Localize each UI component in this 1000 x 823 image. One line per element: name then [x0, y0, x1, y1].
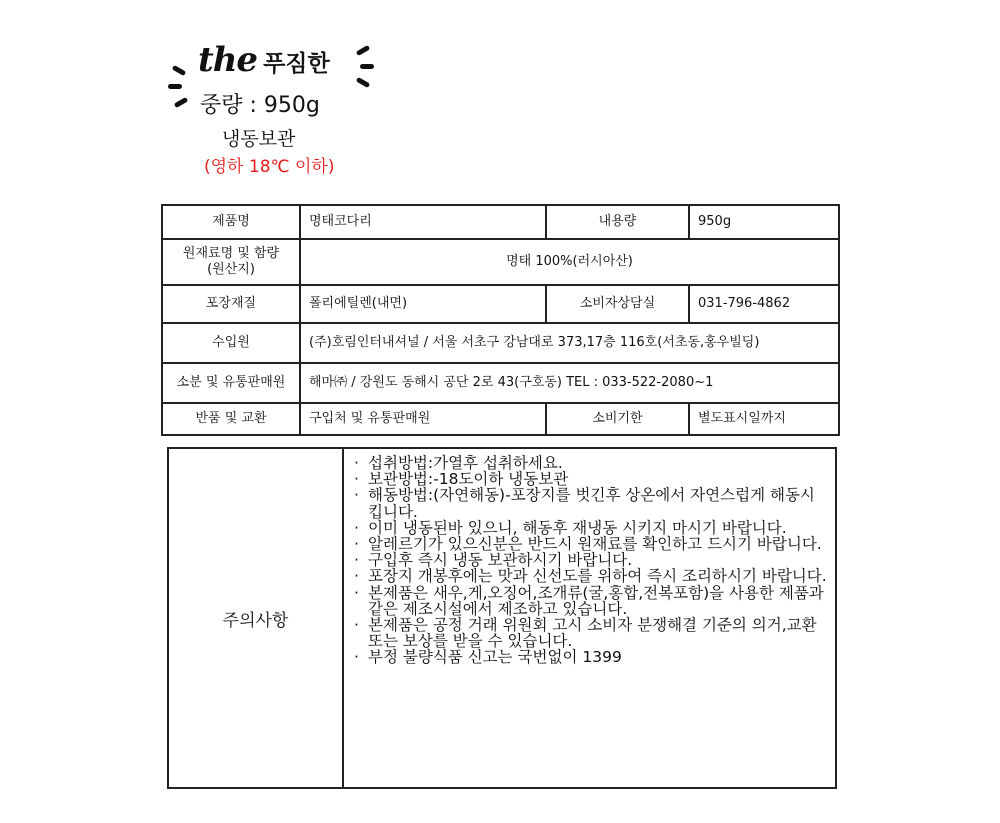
bullet-dot: · [354, 583, 359, 602]
caution-text: 포장지 개봉후에는 맛과 신선도를 위하여 즉시 조리하시기 바랍니다. [368, 567, 827, 586]
consult-value: 031-796-4862 [689, 285, 839, 323]
bullet-dot: · [354, 486, 359, 505]
distributor-label: 소분 및 유통판매원 [162, 363, 300, 403]
deco-stroke-icon [356, 77, 371, 88]
caution-text: 섭취방법:가열후 섭취하세요. [368, 454, 563, 472]
storage-method: 냉동보관 [222, 128, 296, 150]
caution-text: 구입후 즉시 냉동 보관하시기 바랍니다. [368, 551, 633, 570]
bullet-dot: · [354, 551, 359, 570]
ingredient-label [162, 239, 300, 285]
deco-stroke-icon [356, 45, 371, 56]
list-item [354, 585, 829, 617]
importer-value: (주)호림인터내셔널 / 서울 서초구 강남대로 373,17층 116호(서초동,홍우빌딩) [300, 323, 839, 363]
deco-stroke-icon [172, 65, 187, 76]
packaging-label: 포장재질 [162, 285, 300, 323]
caution-text: 보관방법:-18도이하 냉동보관 [368, 470, 569, 489]
return-label: 반품 및 교환 [162, 403, 300, 435]
capacity-label: 내용량 [546, 205, 689, 239]
product-info-table [161, 204, 840, 436]
caution-label: 주의사항 [169, 449, 344, 787]
list-item [354, 471, 829, 487]
bullet-dot: · [354, 518, 359, 537]
bullet-dot: · [354, 567, 359, 586]
capacity-value: 950g [689, 205, 839, 239]
bullet-dot: · [354, 470, 359, 489]
bullet-dot: · [354, 616, 359, 635]
deco-stroke-icon [174, 97, 189, 108]
list-item [354, 536, 829, 552]
caution-text: 이미 냉동된바 있으니, 해동후 재냉동 시키지 마시기 바랍니다. [368, 518, 787, 537]
bullet-dot: · [354, 648, 359, 667]
caution-text: 본제품은 공정 거래 위원회 고시 소비자 분쟁해결 기준의 의거,교환 또는 보상를 받을 수 있습니다. [368, 616, 817, 651]
table-row [162, 239, 839, 285]
caution-text: 본제품은 새우,게,오징어,조개류(굴,홍합,전복포함)을 사용한 제품과 같은 제조시설에서 제조하고 있습니다. [368, 583, 824, 618]
ingredient-label-line2: (원산지) [207, 262, 255, 277]
caution-text: 알레르기가 있으신분은 반드시 원재료를 확인하고 드시기 바랍니다. [368, 535, 822, 554]
distributor-value: 해마㈜ / 강원도 동해시 공단 2로 43(구호동) TEL : 033-522-2080~1 [300, 363, 839, 403]
storage-temperature: (영하 18℃ 이하) [204, 157, 335, 177]
caution-box [167, 447, 837, 789]
list-item [354, 455, 829, 471]
list-item [354, 617, 829, 649]
packaging-value: 폴리에틸렌(내면) [300, 285, 546, 323]
list-item [354, 568, 829, 584]
caution-text: 해동방법:(자연해동)-포장지를 벗긴후 상온에서 자연스럽게 해동시킵니다. [368, 486, 815, 521]
table-row [162, 285, 839, 323]
bullet-dot: · [354, 535, 359, 554]
ingredient-label-line1: 원재료명 및 함량 [182, 246, 280, 261]
list-item [354, 552, 829, 568]
product-value: 명태코다리 [300, 205, 546, 239]
list-item [354, 649, 829, 665]
product-badge [160, 34, 390, 184]
list-item [354, 520, 829, 536]
caution-text: 부정 불량식품 신고는 국번없이 1399 [368, 648, 622, 667]
list-item [354, 487, 829, 519]
expiry-value: 별도표시일까지 [689, 403, 839, 435]
product-label: 제품명 [162, 205, 300, 239]
importer-label: 수입원 [162, 323, 300, 363]
table-row [162, 205, 839, 239]
table-row [162, 403, 839, 435]
deco-stroke-icon [360, 64, 374, 69]
net-weight: 중량 : 950g [200, 93, 320, 118]
caution-list [354, 455, 829, 666]
brand-logo [198, 40, 330, 80]
deco-stroke-icon [168, 84, 182, 89]
brand-name: 푸짐한 [263, 51, 330, 77]
consult-label: 소비자상담실 [546, 285, 689, 323]
expiry-label: 소비기한 [546, 403, 689, 435]
brand-prefix: the [198, 40, 258, 80]
bullet-dot: · [354, 454, 359, 472]
table-row [162, 363, 839, 403]
return-value: 구입처 및 유통판매원 [300, 403, 546, 435]
ingredient-value: 명태 100%(러시아산) [300, 239, 839, 285]
table-row [162, 323, 839, 363]
